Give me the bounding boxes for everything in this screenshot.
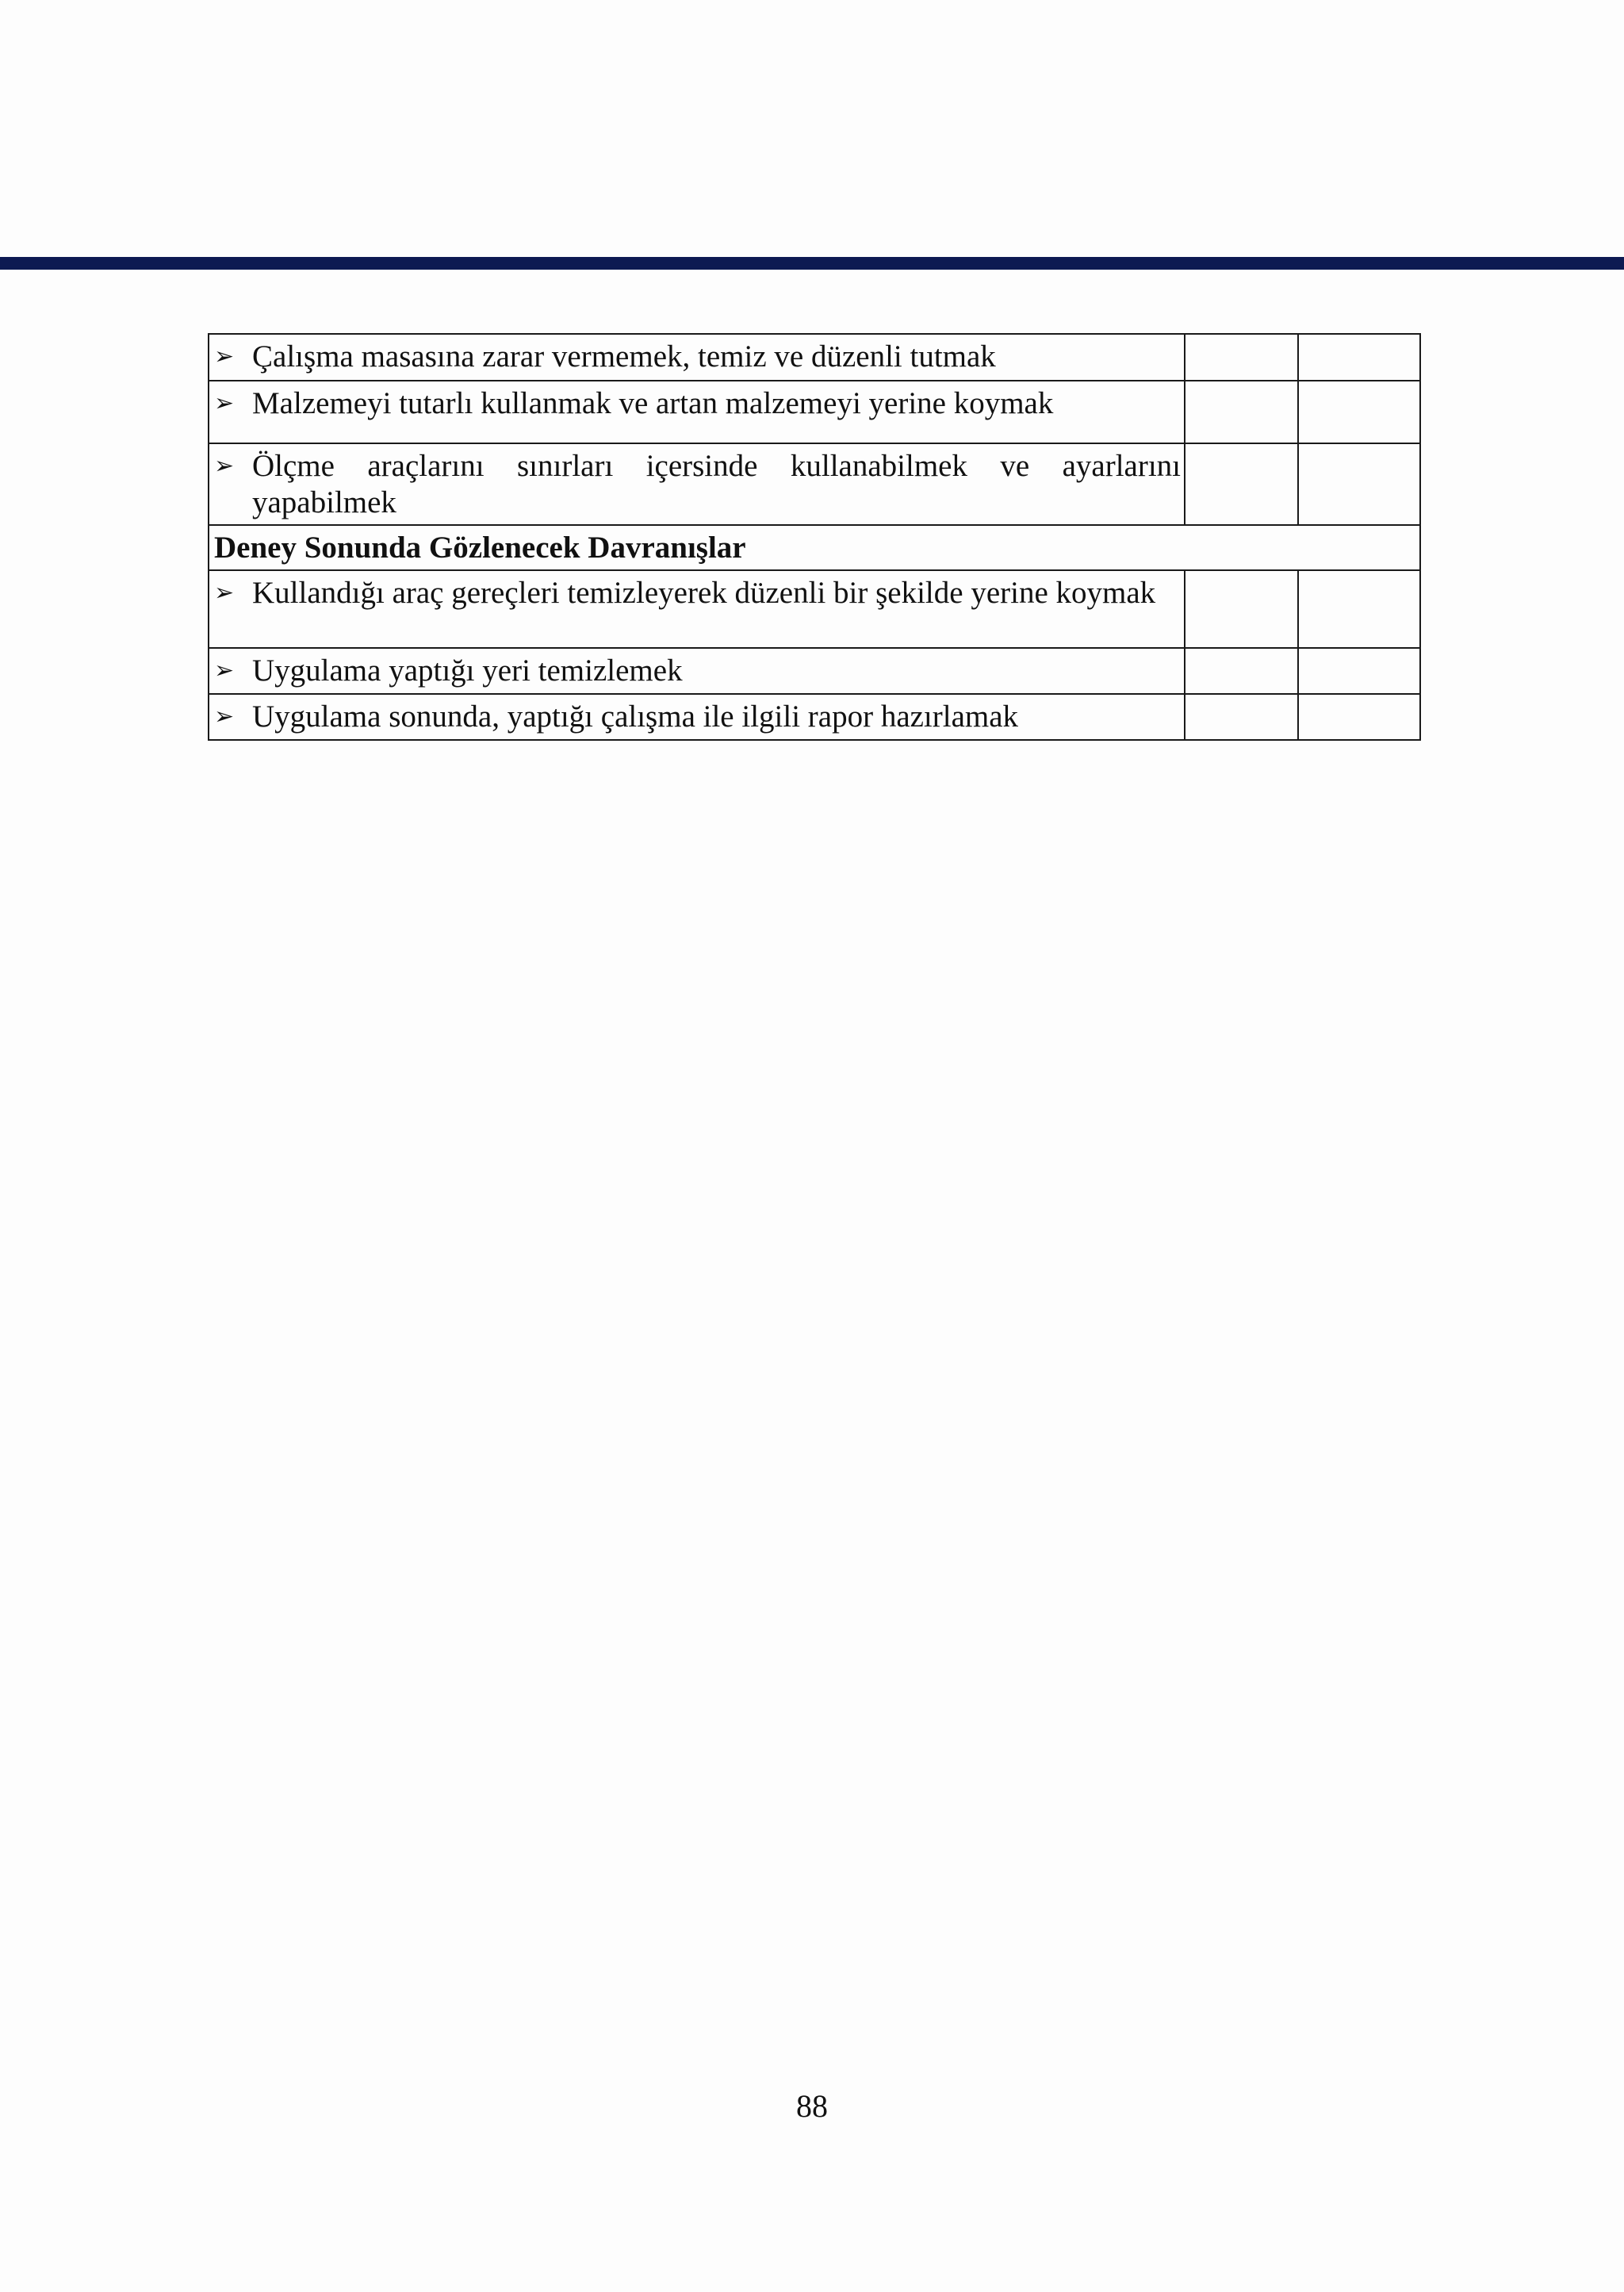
arrow-bullet-icon: ➢ <box>214 579 235 607</box>
rating-cell-no[interactable] <box>1298 443 1420 525</box>
criterion-cell <box>209 648 1185 694</box>
table-row <box>209 570 1420 648</box>
criterion-text: Kullandığı araç gereçleri temizleyerek düzenli bir şekilde yerine koymak <box>252 576 1156 610</box>
rating-cell-no[interactable] <box>1298 694 1420 740</box>
page-number: 88 <box>796 2088 828 2124</box>
header-rule <box>0 257 1624 270</box>
section-row <box>209 525 1420 570</box>
rating-cell-yes[interactable] <box>1185 570 1298 648</box>
rating-cell-yes[interactable] <box>1185 648 1298 694</box>
criterion-text: Uygulama sonunda, yaptığı çalışma ile ilgili rapor hazırlamak <box>252 699 1019 734</box>
arrow-bullet-icon: ➢ <box>214 343 235 370</box>
criterion-cell <box>209 443 1185 525</box>
table-row <box>209 334 1420 381</box>
rating-cell-yes[interactable] <box>1185 381 1298 443</box>
criterion-text: Ölçme araçlarını sınırları içersinde kullanabilmek ve ayarlarını yapabilmek <box>252 449 1181 519</box>
rating-cell-no[interactable] <box>1298 648 1420 694</box>
criterion-text: Malzemeyi tutarlı kullanmak ve artan malzemeyi yerine koymak <box>252 386 1054 420</box>
criterion-text: Uygulama yaptığı yeri temizlemek <box>252 653 683 688</box>
criterion-cell <box>209 694 1185 740</box>
rating-cell-yes[interactable] <box>1185 694 1298 740</box>
table-row <box>209 648 1420 694</box>
arrow-bullet-icon: ➢ <box>214 657 235 684</box>
rating-cell-yes[interactable] <box>1185 334 1298 381</box>
rating-cell-yes[interactable] <box>1185 443 1298 525</box>
criterion-cell <box>209 570 1185 648</box>
table-row <box>209 694 1420 740</box>
criterion-cell <box>209 381 1185 443</box>
arrow-bullet-icon: ➢ <box>214 703 235 730</box>
criterion-cell <box>209 334 1185 381</box>
evaluation-checklist-table <box>208 333 1421 741</box>
table-row <box>209 381 1420 443</box>
rating-cell-no[interactable] <box>1298 570 1420 648</box>
section-heading: Deney Sonunda Gözlenecek Davranışlar <box>214 531 746 565</box>
arrow-bullet-icon: ➢ <box>214 389 235 417</box>
rating-cell-no[interactable] <box>1298 334 1420 381</box>
table-row <box>209 443 1420 525</box>
rating-cell-no[interactable] <box>1298 381 1420 443</box>
arrow-bullet-icon: ➢ <box>214 452 235 480</box>
section-heading-cell <box>209 525 1420 570</box>
criterion-text: Çalışma masasına zarar vermemek, temiz ve düzenli tutmak <box>252 339 996 374</box>
